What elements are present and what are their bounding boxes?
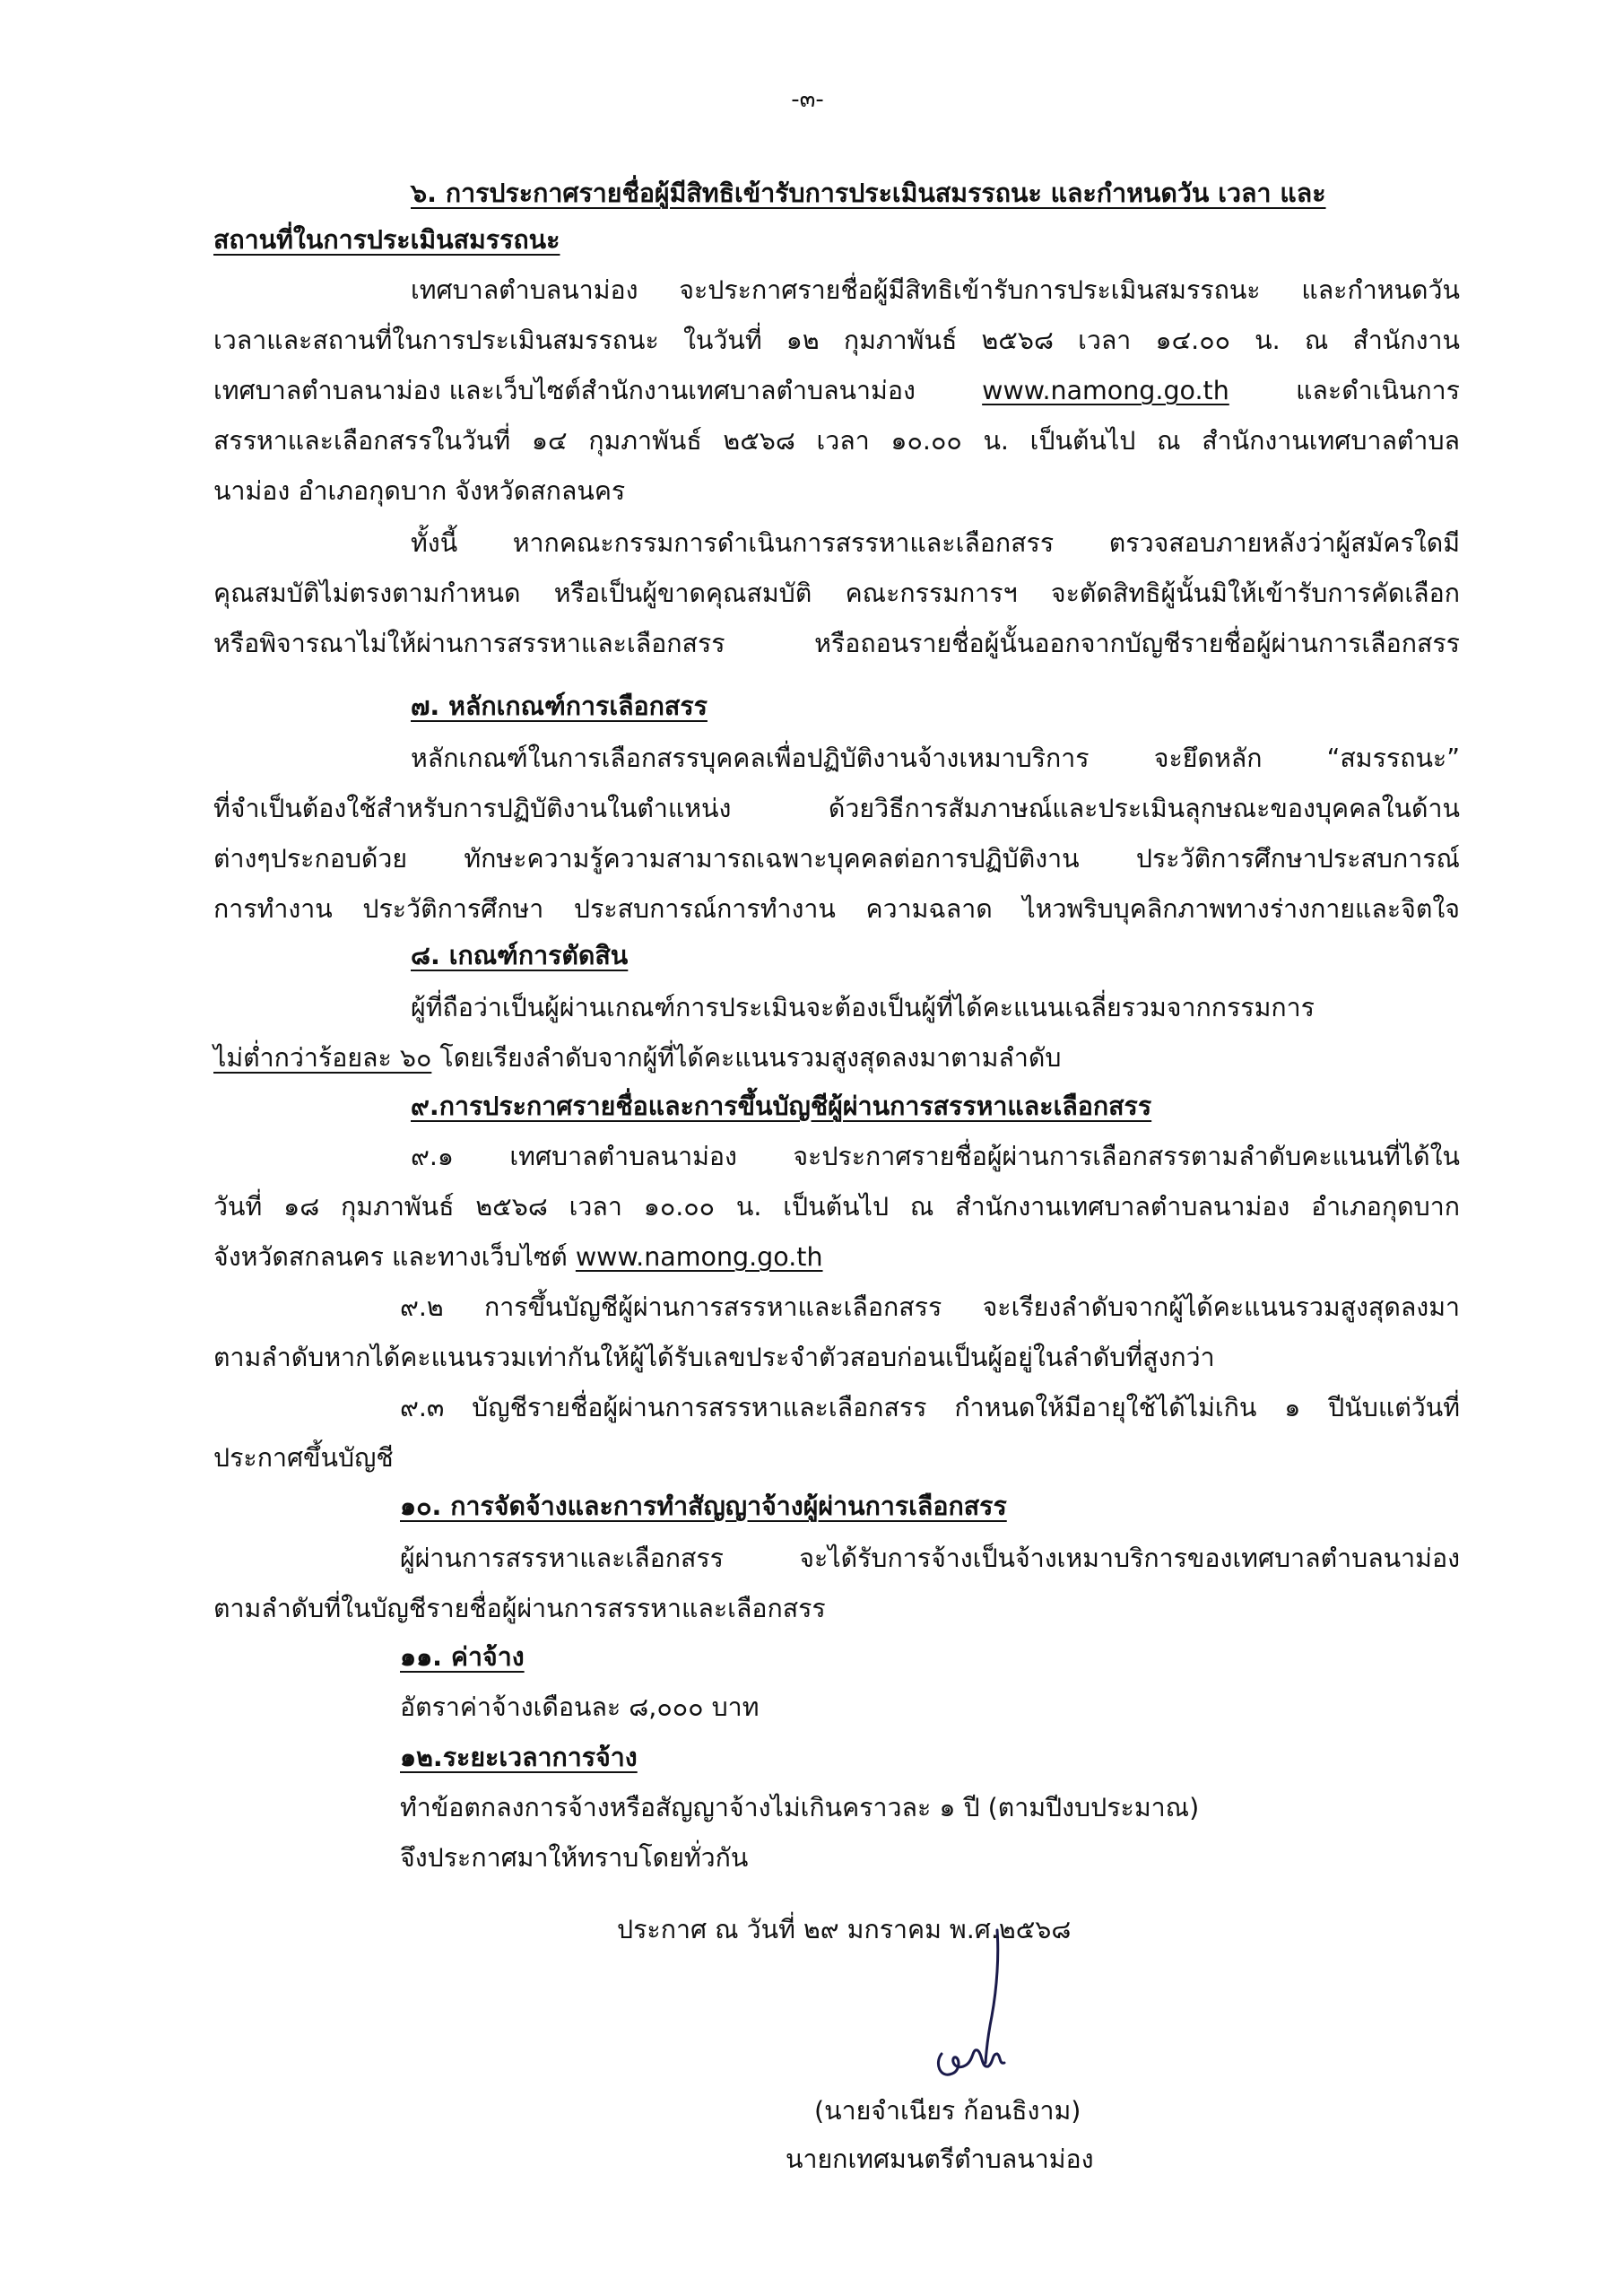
section-6-p1-line-4: สรรหาและเลือกสรรในวันที่ ๑๔ กุมภาพันธ์ ๒๕๖๘ เวลา ๑๐.๐๐ น. เป็นต้นไป ณ สำนักงานเทศบาลตำบล xyxy=(213,426,1460,456)
section-11-heading-text: ๑๑. ค่าจ้าง xyxy=(400,1642,525,1672)
website-link[interactable]: www.namong.go.th xyxy=(982,376,1229,405)
section-6-p2-line-1: ทั้งนี้ หากคณะกรรมการดำเนินการสรรหาและเลือกสรร ตรวจสอบภายหลังว่าผู้สมัครใดมี xyxy=(411,528,1460,558)
section-6-p1-line-3 xyxy=(213,373,1460,409)
section-9-p1-line-1: ๙.๑ เทศบาลตำบลนาม่อง จะประกาศรายชื่อผู้ผ่านการเลือกสรรตามลำดับคะแนนที่ได้ใน xyxy=(411,1142,1460,1171)
section-10-line-2: ตามลำดับที่ในบัญชีรายชื่อผู้ผ่านการสรรหาและเลือกสรร xyxy=(213,1594,826,1623)
section-7-line-1: หลักเกณฑ์ในการเลือกสรรบุคคลเพื่อปฏิบัติงานจ้างเหมาบริการ จะยึดหลัก “สมรรถนะ” xyxy=(411,744,1460,773)
section-12-line-1: ทำข้อตกลงการจ้างหรือสัญญาจ้างไม่เกินคราวละ ๑ ปี (ตามปีงบประมาณ) xyxy=(400,1793,1200,1822)
section-8-line-2 xyxy=(213,1040,1062,1076)
section-11-heading xyxy=(400,1639,525,1675)
section-6-p1-line-2: เวลาและสถานที่ในการประเมินสมรรถนะ ในวันที่ ๑๒ กุมภาพันธ์ ๒๕๖๘ เวลา ๑๔.๐๐ น. ณ สำนักงาน xyxy=(213,326,1460,355)
section-6-p2-line-2: คุณสมบัติไม่ตรงตามกำหนด หรือเป็นผู้ขาดคุณสมบัติ คณะกรรมการฯ จะตัดสิทธิผู้นั้นมิให้เข้ารับการคัดเลือก xyxy=(213,578,1460,608)
section-7-heading-text: ๗. หลักเกณฑ์การเลือกสรร xyxy=(411,691,708,721)
section-12-heading xyxy=(400,1740,638,1776)
section-10-heading xyxy=(400,1489,1007,1525)
section-6-heading-cont xyxy=(213,222,560,258)
website-link-2[interactable]: www.namong.go.th xyxy=(575,1242,823,1272)
section-9-p2-line-2: ตามลำดับหากได้คะแนนรวมเท่ากันให้ผู้ได้รับเลขประจำตัวสอบก่อนเป็นผู้อยู่ในลำดับที่สูงกว่า xyxy=(213,1343,1215,1372)
section-11-line-1: อัตราค่าจ้างเดือนละ ๘,๐๐๐ บาท xyxy=(400,1692,760,1722)
section-9-heading xyxy=(411,1089,1151,1125)
section-7-line-3: ต่างๆประกอบด้วย ทักษะความรู้ความสามารถเฉพาะบุคคลต่อการปฏิบัติงาน ประวัติการศึกษาประสบการณ์ xyxy=(213,844,1460,874)
section-8-heading-text: ๘. เกณฑ์การตัดสิน xyxy=(411,941,629,970)
signatory-position: นายกเทศมนตรีตำบลนาม่อง xyxy=(786,2144,1094,2174)
section-10-heading-text: ๑๐. การจัดจ้างและการทำสัญญาจ้างผู้ผ่านการเลือกสรร xyxy=(400,1492,1007,1521)
section-7-line-4: การทำงาน ประวัติการศึกษา ประสบการณ์การทำงาน ความฉลาด ไหวพริบบุคลิกภาพทางร่างกายและจิตใจ xyxy=(213,894,1460,924)
section-9-heading-text: ๙.การประกาศรายชื่อและการขึ้นบัญชีผู้ผ่านการสรรหาและเลือกสรร xyxy=(411,1091,1152,1121)
section-12-heading-text: ๑๒.ระยะเวลาการจ้าง xyxy=(400,1743,638,1772)
section-6-heading xyxy=(411,176,1422,212)
page-number: -๓- xyxy=(791,86,824,113)
announcement-date: ประกาศ ณ วันที่ ๒๙ มกราคม พ.ศ.๒๕๖๘ xyxy=(617,1915,1072,1944)
section-9-p1-line-3-text: จังหวัดสกลนคร และทางเว็บไซต์ xyxy=(213,1242,568,1272)
pass-threshold: ไม่ต่ำกว่าร้อยละ ๖๐ xyxy=(213,1043,432,1073)
closing-statement: จึงประกาศมาให้ทราบโดยทั่วกัน xyxy=(400,1843,749,1873)
section-6-p1-line-3-text: เทศบาลตำบลนาม่อง และเว็บไซต์สำนักงานเทศบาลตำบลนาม่อง xyxy=(213,376,916,405)
section-6-p1-line-5: นาม่อง อำเภอกุดบาก จังหวัดสกลนคร xyxy=(213,476,626,506)
section-10-line-1: ผู้ผ่านการสรรหาและเลือกสรร จะได้รับการจ้างเป็นจ้างเหมาบริการของเทศบาลตำบลนาม่อง xyxy=(400,1544,1460,1573)
section-6-heading-line-2: สถานที่ในการประเมินสมรรถนะ xyxy=(213,225,560,255)
signature xyxy=(915,1919,1049,2099)
section-9-p1-line-2: วันที่ ๑๘ กุมภาพันธ์ ๒๕๖๘ เวลา ๑๐.๐๐ น. เป็นต้นไป ณ สำนักงานเทศบาลตำบลนาม่อง อำเภอกุดบาก xyxy=(213,1192,1460,1222)
section-8-line-1: ผู้ที่ถือว่าเป็นผู้ผ่านเกณฑ์การประเมินจะต้องเป็นผู้ที่ได้คะแนนเฉลี่ยรวมจากกรรมการ xyxy=(411,993,1315,1022)
section-6-p1-line-3-tail: และดำเนินการ xyxy=(1296,376,1460,405)
section-6-heading-line-1: ๖. การประกาศรายชื่อผู้มีสิทธิเข้ารับการประเมินสมรรถนะ และกำหนดวัน เวลา และ xyxy=(411,178,1326,208)
section-9-p3-line-1: ๙.๓ บัญชีรายชื่อผู้ผ่านการสรรหาและเลือกสรร กำหนดให้มีอายุใช้ได้ไม่เกิน ๑ ปีนับแต่วันที่ xyxy=(400,1393,1460,1422)
section-9-p1-line-3 xyxy=(213,1239,823,1275)
section-8-line-2-text: โดยเรียงลำดับจากผู้ที่ได้คะแนนรวมสูงสุดลงมาตามลำดับ xyxy=(439,1043,1062,1073)
section-9-p3-line-2: ประกาศขึ้นบัญชี xyxy=(213,1443,394,1473)
section-9-p2-line-1: ๙.๒ การขึ้นบัญชีผู้ผ่านการสรรหาและเลือกสรร จะเรียงลำดับจากผู้ได้คะแนนรวมสูงสุดลงมา xyxy=(400,1292,1460,1322)
section-6-p1-line-1: เทศบาลตำบลนาม่อง จะประกาศรายชื่อผู้มีสิทธิเข้ารับการประเมินสมรรถนะ และกำหนดวัน xyxy=(411,275,1460,305)
section-8-heading xyxy=(411,938,628,974)
section-7-line-2: ที่จำเป็นต้องใช้สำหรับการปฏิบัติงานในตำแหน่ง ด้วยวิธีการสัมภาษณ์และประเมินลุกษณะของบุคคลในด้าน xyxy=(213,794,1460,823)
signatory-name: (นายจำเนียร ก้อนธิงาม) xyxy=(814,2096,1081,2126)
section-6-p2-line-3: หรือพิจารณาไม่ให้ผ่านการสรรหาและเลือกสรร หรือถอนรายชื่อผู้นั้นออกจากบัญชีรายชื่อผู้ผ่านการเลือกสรร xyxy=(213,629,1460,658)
section-7-heading xyxy=(411,689,708,725)
